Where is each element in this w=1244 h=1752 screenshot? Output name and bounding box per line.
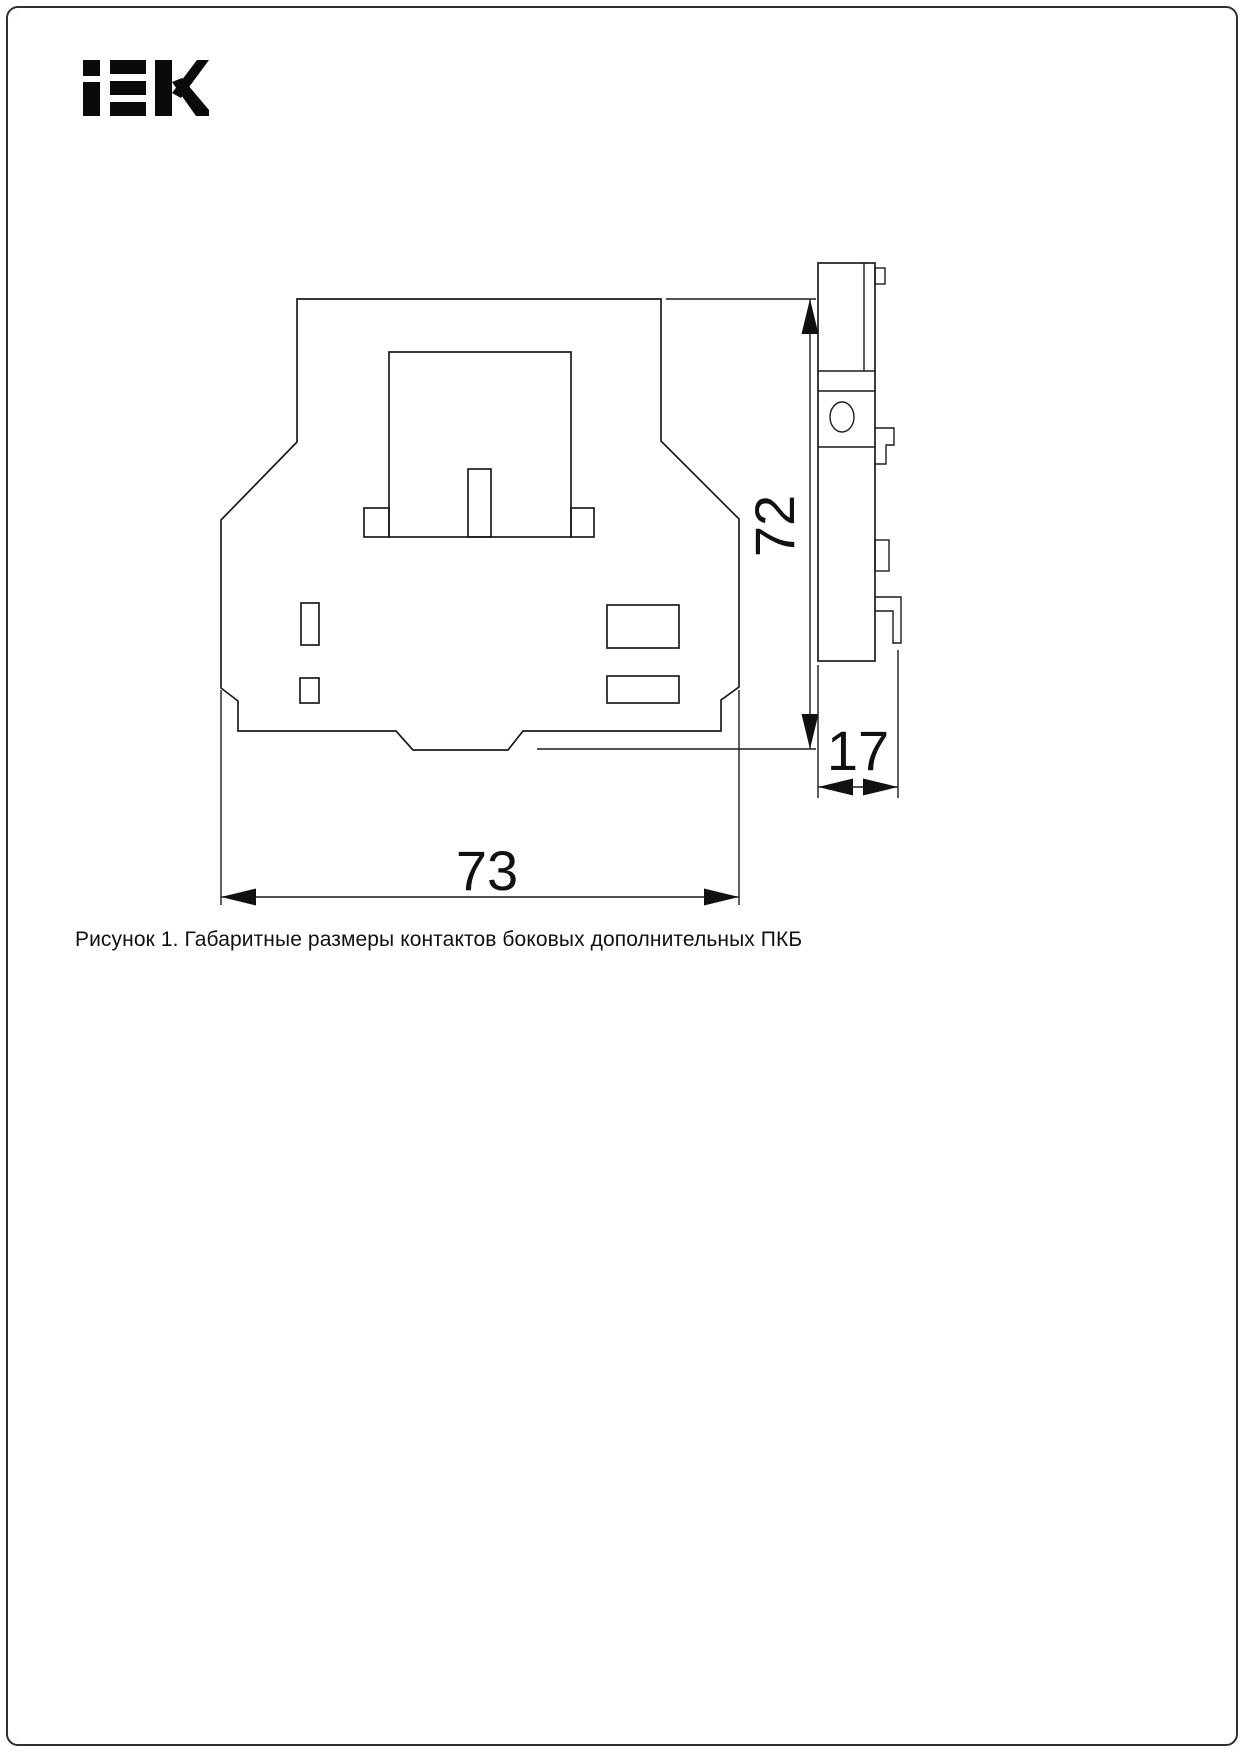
dim-depth-label: 17 — [826, 719, 890, 782]
front-center-tab — [389, 352, 571, 537]
side-view — [818, 263, 901, 661]
side-oval-hole — [830, 402, 854, 432]
front-view — [221, 299, 739, 750]
figure-caption: Рисунок 1. Габаритные размеры контактов боковых дополнительных ПКБ — [75, 928, 803, 951]
dimension-height — [537, 299, 819, 749]
dimension-depth — [818, 650, 898, 798]
front-slot-left-upper — [301, 603, 319, 645]
front-tab-slot — [468, 469, 491, 537]
side-rail-hook — [875, 597, 901, 643]
dim-width-label: 73 — [455, 839, 519, 902]
front-tab-ear-right — [571, 508, 594, 537]
side-clip-middle — [875, 540, 889, 571]
dim-width-arrow-right — [704, 889, 739, 906]
dim-height-arrow-top — [802, 299, 819, 334]
side-clip-upper — [875, 428, 894, 464]
front-opening-right-upper — [607, 605, 679, 648]
front-tab-ear-left — [364, 508, 389, 537]
dim-height-arrow-bottom — [802, 714, 819, 749]
dim-height-label: 72 — [743, 494, 806, 558]
front-opening-right-lower — [607, 676, 679, 703]
dimension-width — [221, 690, 739, 906]
front-view-outline — [221, 299, 739, 750]
side-view-body — [818, 263, 875, 661]
dim-width-arrow-left — [221, 889, 256, 906]
side-top-tab — [875, 268, 885, 284]
front-slot-left-lower — [300, 678, 319, 703]
